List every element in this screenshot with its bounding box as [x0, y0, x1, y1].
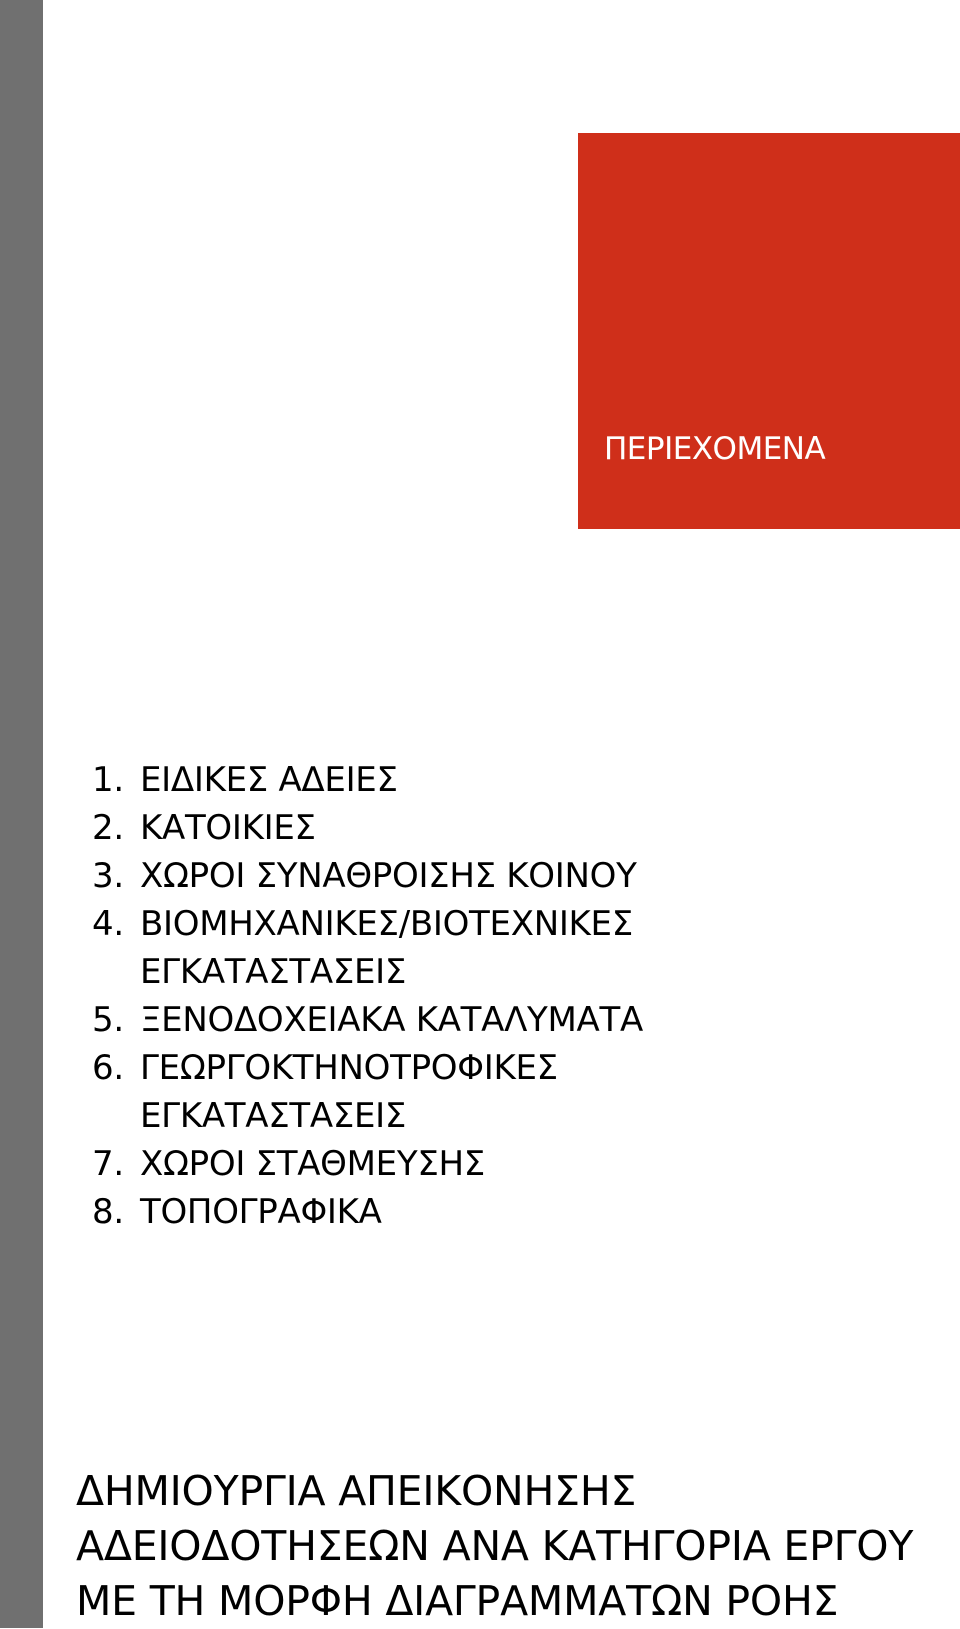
toc-item-label-line: ΧΩΡΟΙ ΣΥΝΑΘΡΟΙΣΗΣ ΚΟΙΝΟΥ	[140, 856, 637, 896]
subtitle-line: ΑΔΕΙΟΔΟΤΗΣΕΩΝ ΑΝΑ ΚΑΤΗΓΟΡΙΑ ΕΡΓΟΥ	[76, 1522, 914, 1570]
toc-item-number: 6.	[92, 1048, 124, 1088]
toc-item-label-line: ΕΙΔΙΚΕΣ ΑΔΕΙΕΣ	[140, 760, 398, 800]
toc-item-label-line: ΧΩΡΟΙ ΣΤΑΘΜΕΥΣΗΣ	[140, 1144, 485, 1184]
toc-item-label-line: ΕΓΚΑΤΑΣΤΑΣΕΙΣ	[140, 952, 407, 992]
toc-item-number: 5.	[92, 1000, 124, 1040]
toc-item-number: 4.	[92, 904, 124, 944]
toc-item-label-line: ΕΓΚΑΤΑΣΤΑΣΕΙΣ	[140, 1096, 407, 1136]
toc-item-label	[140, 852, 637, 900]
side-bar	[0, 0, 43, 1628]
toc-item-label-line: ΚΑΤΟΙΚΙΕΣ	[140, 808, 316, 848]
toc-item-3	[92, 852, 643, 900]
toc-item-label-line: ΓΕΩΡΓΟΚΤΗΝΟΤΡΟΦΙΚΕΣ	[140, 1048, 558, 1088]
toc-item-label	[140, 996, 643, 1044]
toc-item-5	[92, 996, 643, 1044]
document-subtitle	[76, 1464, 913, 1629]
toc-item-label-line: ΞΕΝΟΔΟΧΕΙΑΚΑ ΚΑΤΑΛΥΜΑΤΑ	[140, 1000, 643, 1040]
subtitle-line: ΜΕ ΤΗ ΜΟΡΦΗ ΔΙΑΓΡΑΜΜΑΤΩΝ ΡΟΗΣ	[76, 1577, 839, 1625]
toc-item-label	[140, 756, 398, 804]
toc-item-label-line: ΒΙΟΜΗΧΑΝΙΚΕΣ/ΒΙΟΤΕΧΝΙΚΕΣ	[140, 904, 633, 944]
toc-item-label	[140, 900, 633, 996]
toc-item-number: 3.	[92, 856, 124, 896]
toc-item-6	[92, 1044, 643, 1140]
toc-item-number: 7.	[92, 1144, 124, 1184]
toc-item-number: 1.	[92, 760, 124, 800]
toc-item-label	[140, 1188, 382, 1236]
toc-item-label-line: ΤΟΠΟΓΡΑΦΙΚΑ	[140, 1192, 382, 1232]
toc-item-8	[92, 1188, 643, 1236]
page-title: ΠΕΡΙΕΧΟΜΕΝΑ	[604, 431, 826, 467]
toc-item-number: 2.	[92, 808, 124, 848]
toc-item-label	[140, 804, 316, 852]
toc-item-7	[92, 1140, 643, 1188]
table-of-contents	[92, 756, 643, 1236]
subtitle-line: ΔΗΜΙΟΥΡΓΙΑ ΑΠΕΙΚΟΝΗΣΗΣ	[76, 1467, 637, 1515]
toc-item-number: 8.	[92, 1192, 124, 1232]
toc-item-4	[92, 900, 643, 996]
toc-item-label	[140, 1044, 558, 1140]
title-box	[578, 133, 960, 529]
toc-item-1	[92, 756, 643, 804]
toc-item-2	[92, 804, 643, 852]
toc-item-label	[140, 1140, 485, 1188]
